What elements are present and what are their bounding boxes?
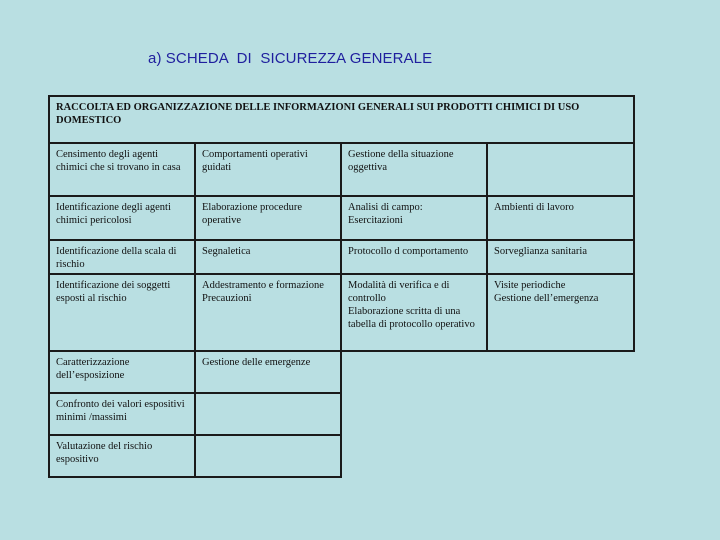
table-row	[49, 351, 634, 393]
empty-area	[341, 393, 487, 435]
table-row	[49, 274, 634, 351]
cell-line: Precauzioni	[202, 293, 252, 304]
table-row	[49, 393, 634, 435]
empty-area	[487, 351, 634, 393]
table-cell: Confronto dei valori espositivi minimi /massimi	[49, 393, 195, 435]
cell-line: Identificazione dei soggetti	[56, 280, 171, 291]
empty-area	[487, 393, 634, 435]
empty-area	[341, 435, 487, 477]
table-cell: Comportamenti operativi guidati	[195, 143, 341, 196]
table-cell	[487, 143, 634, 196]
table-row	[49, 196, 634, 240]
table-cell: Caratterizzazione dell’esposizione	[49, 351, 195, 393]
table-cell: Valutazione del rischio espositivo	[49, 435, 195, 477]
table-row	[49, 143, 634, 196]
table-cell: Protocollo d comportamento	[341, 240, 487, 274]
table-cell	[195, 435, 341, 477]
table-cell	[487, 274, 634, 351]
table-cell: Identificazione della scala di rischio	[49, 240, 195, 274]
empty-area	[341, 351, 487, 393]
table-cell: Censimento degli agenti chimici che si trovano in casa	[49, 143, 195, 196]
table-cell: Ambienti di lavoro	[487, 196, 634, 240]
table-cell	[341, 274, 487, 351]
cell-line: Gestione dell’emergenza	[494, 293, 599, 304]
table-cell	[195, 393, 341, 435]
table-cell: Gestione della situazione oggettiva	[341, 143, 487, 196]
table-cell: Analisi di campo: Esercitazioni	[341, 196, 487, 240]
table-cell	[195, 274, 341, 351]
table-cell: Identificazione degli agenti chimici pericolosi	[49, 196, 195, 240]
table-row	[49, 435, 634, 477]
table-header-cell: RACCOLTA ED ORGANIZZAZIONE DELLE INFORMAZIONI GENERALI SUI PRODOTTI CHIMICI DI USO DOMESTICO	[49, 96, 634, 143]
page-title: a) SCHEDA DI SICUREZZA GENERALE	[148, 50, 433, 67]
table-cell: Segnaletica	[195, 240, 341, 274]
cell-line: esposti al rischio	[56, 293, 127, 304]
table-cell: Elaborazione procedure operative	[195, 196, 341, 240]
cell-line: Addestramento e formazione	[202, 280, 324, 291]
table-header-row	[49, 96, 634, 143]
cell-line: Elaborazione scritta di una tabella di protocollo operativo	[348, 306, 475, 330]
table-cell	[49, 274, 195, 351]
cell-line: Visite periodiche	[494, 280, 566, 291]
table-cell: Gestione delle emergenze	[195, 351, 341, 393]
table-row	[49, 240, 634, 274]
table-cell: Sorveglianza sanitaria	[487, 240, 634, 274]
cell-line: Modalità di verifica e di controllo	[348, 280, 450, 304]
safety-table	[48, 95, 635, 478]
empty-area	[487, 435, 634, 477]
